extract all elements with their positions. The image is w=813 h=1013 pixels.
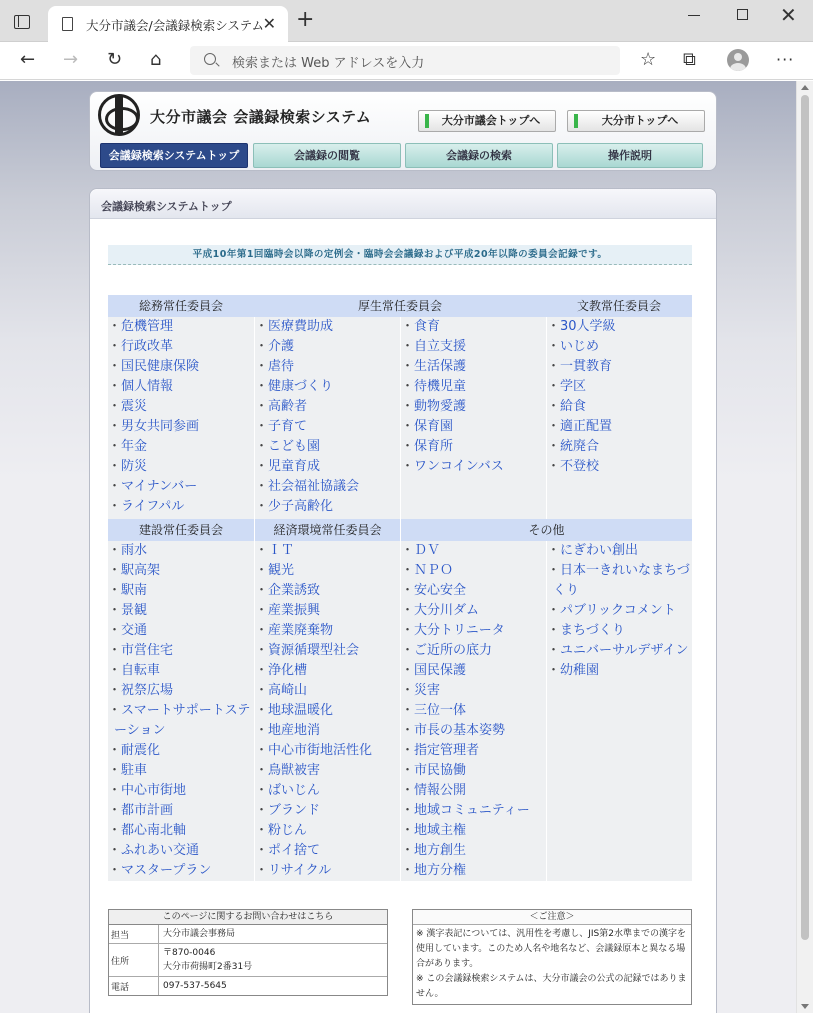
keyword-link[interactable]: ・ 指定管理者 xyxy=(401,741,546,761)
page-icon xyxy=(62,17,73,31)
reload-icon[interactable]: ↻ xyxy=(107,49,123,70)
keyword-link[interactable]: ・ 待機児童 xyxy=(401,377,546,397)
keyword-link[interactable]: ・ 社会福祉協議会 xyxy=(255,477,400,497)
list-soumu xyxy=(108,317,254,519)
keyword-link[interactable]: ・ 観光 xyxy=(255,561,400,581)
header-kensetsu: 建設常任委員会 xyxy=(108,519,254,541)
profile-avatar[interactable] xyxy=(727,49,749,71)
keyword-link[interactable]: ・ 防災 xyxy=(108,457,254,477)
keyword-link[interactable]: ・ 健康づくり xyxy=(255,377,400,397)
keyword-link[interactable]: ・ 自立支援 xyxy=(401,337,546,357)
browser-tab[interactable] xyxy=(48,6,288,42)
header-sonota: その他 xyxy=(400,519,692,541)
keyword-link[interactable]: ・ 雨水 xyxy=(108,541,254,561)
list-keizai xyxy=(254,541,400,881)
page-viewport xyxy=(0,81,796,1013)
header-soumu: 総務常任委員会 xyxy=(108,295,254,317)
site-header xyxy=(89,91,717,171)
keyword-link[interactable]: ・ 虐待 xyxy=(255,357,400,377)
contact-key: 担当 xyxy=(109,925,159,943)
contact-value: 大分市議会事務局 xyxy=(163,929,236,939)
nav-system-top[interactable]: 会議録検索システムトップ xyxy=(100,143,248,168)
keyword-link[interactable]: ・ パブリックコメント xyxy=(547,601,692,621)
favorites-icon[interactable]: ☆ xyxy=(640,49,657,70)
keyword-link[interactable]: ・ 大分トリニータ xyxy=(401,621,546,641)
city-emblem-icon xyxy=(98,94,140,136)
keyword-link[interactable]: ・ 市長の基本姿勢 xyxy=(401,721,546,741)
keyword-link[interactable]: ・ まちづくり xyxy=(547,621,692,641)
keyword-link[interactable]: ・ 国民健康保険 xyxy=(108,357,254,377)
new-tab-icon[interactable]: + xyxy=(296,7,315,32)
keyword-link[interactable]: ・ 都心南北軸 xyxy=(108,821,254,841)
caution-title: ＜ご注意＞ xyxy=(413,910,691,925)
keyword-link[interactable]: ・ 介護 xyxy=(255,337,400,357)
keyword-link[interactable]: ・ 資源循環型社会 xyxy=(255,641,400,661)
keyword-link[interactable]: ・ マイナンバー xyxy=(108,477,254,497)
keyword-link[interactable]: ・ ご近所の底力 xyxy=(401,641,546,661)
keyword-link[interactable]: ・ 駐車 xyxy=(108,761,254,781)
keyword-link[interactable]: ・ 適正配置 xyxy=(547,417,692,437)
keyword-link[interactable]: ・ 災害 xyxy=(401,681,546,701)
keyword-link[interactable]: ・ 大分川ダム xyxy=(401,601,546,621)
postal-code: 〒870-0046 xyxy=(163,948,216,958)
keyword-link[interactable]: ・ 高齢者 xyxy=(255,397,400,417)
scroll-thumb[interactable] xyxy=(801,95,809,940)
contact-box xyxy=(108,909,388,996)
keyword-link[interactable]: ・ 一貫教育 xyxy=(547,357,692,377)
window-close-icon[interactable]: ✕ xyxy=(780,3,797,27)
header-kousei: 厚生常任委員会 xyxy=(254,295,546,317)
keyword-link[interactable]: ・ 祝祭広場 xyxy=(108,681,254,701)
address-placeholder[interactable]: 検索または Web アドレスを入力 xyxy=(232,56,425,71)
keyword-link[interactable]: ・ ふれあい交通 xyxy=(108,841,254,861)
keyword-link[interactable]: ・ 年金 xyxy=(108,437,254,457)
address-bar[interactable] xyxy=(190,46,620,75)
contact-value xyxy=(159,944,387,976)
keyword-link[interactable]: ・ ＩＴ xyxy=(255,541,400,561)
site-title: 大分市議会 会議録検索システム xyxy=(150,108,372,126)
keyword-link[interactable]: ・ 個人情報 xyxy=(108,377,254,397)
scroll-up-icon[interactable] xyxy=(801,85,809,90)
keyword-link[interactable]: ・ 地域主権 xyxy=(401,821,546,841)
keyword-link[interactable]: ・ 駅高架 xyxy=(108,561,254,581)
list-kensetsu xyxy=(108,541,254,881)
contact-title: このページに関するお問い合わせはこちら xyxy=(109,910,387,925)
keyword-link[interactable]: ・ 児童育成 xyxy=(255,457,400,477)
contact-key: 電話 xyxy=(109,977,159,995)
caution-body xyxy=(413,925,691,1004)
keyword-link[interactable]: ・ 情報公開 xyxy=(401,781,546,801)
keyword-link[interactable]: ・ 高崎山 xyxy=(255,681,400,701)
keyword-link[interactable]: ・ リサイクル xyxy=(255,861,400,881)
keyword-link[interactable]: ・ ブランド xyxy=(255,801,400,821)
keyword-link[interactable]: ・ 耐震化 xyxy=(108,741,254,761)
keyword-link[interactable]: ・ 中心市街地 xyxy=(108,781,254,801)
council-top-button[interactable]: 大分市議会トップへ xyxy=(418,110,556,132)
content-header xyxy=(90,189,716,219)
keyword-link[interactable]: ・ 安心安全 xyxy=(401,581,546,601)
keyword-link[interactable]: ・ ＤＶ xyxy=(401,541,546,561)
tab-title: 大分市議会/会議録検索システム xyxy=(86,18,264,33)
keyword-link[interactable]: ・ 震災 xyxy=(108,397,254,417)
keyword-link[interactable]: ・ 生活保護 xyxy=(401,357,546,377)
browser-toolbar xyxy=(0,42,813,80)
keyword-link[interactable]: ・ 三位一体 xyxy=(401,701,546,721)
forward-icon[interactable]: → xyxy=(63,49,79,70)
keyword-link[interactable]: ・ 国民保護 xyxy=(401,661,546,681)
keyword-link[interactable]: ・ 地産地消 xyxy=(255,721,400,741)
keyword-link[interactable]: ・ 地方創生 xyxy=(401,841,546,861)
keyword-link[interactable]: ・ 企業誘致 xyxy=(255,581,400,601)
keyword-link[interactable]: ・ こども園 xyxy=(255,437,400,457)
list-kousei-2 xyxy=(400,317,546,519)
keyword-link[interactable]: ・ 少子高齢化 xyxy=(255,497,400,517)
keyword-link[interactable]: ・ ポイ捨て xyxy=(255,841,400,861)
keyword-link[interactable]: ・ 中心市街地活性化 xyxy=(255,741,400,761)
keyword-link[interactable]: ・ 日本一きれいなまちづくり xyxy=(547,561,692,601)
content-panel xyxy=(89,188,717,1013)
keyword-link[interactable]: ・ 地方分権 xyxy=(401,861,546,881)
keyword-link[interactable]: ・ 都市計画 xyxy=(108,801,254,821)
keyword-link[interactable]: ・ 保育所 xyxy=(401,437,546,457)
keyword-link[interactable]: ・ 保育園 xyxy=(401,417,546,437)
keyword-link[interactable]: ・ いじめ xyxy=(547,337,692,357)
keyword-link[interactable]: ・ 行政改革 xyxy=(108,337,254,357)
contact-value: 097-537-5645 xyxy=(163,981,227,991)
contact-row xyxy=(109,925,387,944)
keyword-link[interactable]: ・ 不登校 xyxy=(547,457,692,477)
keyword-link[interactable]: ・ 子育て xyxy=(255,417,400,437)
keyword-link[interactable]: ・ 学区 xyxy=(547,377,692,397)
keyword-link[interactable]: ・ 市民協働 xyxy=(401,761,546,781)
address-line: 大分市荷揚町2番31号 xyxy=(163,962,253,972)
keyword-link[interactable]: ・ 浄化槽 xyxy=(255,661,400,681)
list-sonota-2 xyxy=(546,541,692,881)
keyword-link[interactable]: ・ 統廃合 xyxy=(547,437,692,457)
keyword-link[interactable]: ・ 粉じん xyxy=(255,821,400,841)
browser-tab-bar xyxy=(0,0,813,42)
maximize-icon[interactable] xyxy=(737,9,748,20)
keyword-link[interactable]: ・ スマートサポートステーション xyxy=(108,701,254,741)
nav-browse[interactable]: 会議録の閲覧 xyxy=(253,143,401,168)
list-kousei-1 xyxy=(254,317,400,519)
city-top-button[interactable]: 大分市トップへ xyxy=(567,110,705,132)
caution-line: ※ この会議録検索システムは、大分市議会の公式の記録ではありません。 xyxy=(416,974,687,999)
contact-key: 住所 xyxy=(109,944,159,976)
keyword-link[interactable]: ・ 産業振興 xyxy=(255,601,400,621)
contact-row xyxy=(109,944,387,977)
notice-banner: 平成10年第1回臨時会以降の定例会・臨時会会議録および平成20年以降の委員会記録です。 xyxy=(108,245,692,265)
minimize-icon[interactable] xyxy=(688,15,700,16)
nav-help[interactable]: 操作説明 xyxy=(557,143,703,168)
keyword-link[interactable]: ・ ＮＰＯ xyxy=(401,561,546,581)
keyword-link[interactable]: ・ 30人学級 xyxy=(547,317,692,337)
keyword-link[interactable]: ・ ライフパル xyxy=(108,497,254,517)
keyword-link[interactable]: ・ ばいじん xyxy=(255,781,400,801)
more-icon[interactable]: ··· xyxy=(776,50,795,69)
keyword-link[interactable]: ・ 幼稚園 xyxy=(547,661,692,681)
keyword-link[interactable]: ・ 自転車 xyxy=(108,661,254,681)
keyword-link[interactable]: ・ 市営住宅 xyxy=(108,641,254,661)
home-icon[interactable]: ⌂ xyxy=(150,49,162,70)
keyword-link[interactable]: ・ 危機管理 xyxy=(108,317,254,337)
vertical-scrollbar[interactable] xyxy=(796,81,813,1013)
close-tab-icon[interactable]: ✕ xyxy=(262,14,276,33)
keyword-link[interactable]: ・ 食育 xyxy=(401,317,546,337)
content-title: 会議録検索システムトップ xyxy=(101,200,232,213)
keyword-link[interactable]: ・ ワンコインバス xyxy=(401,457,546,477)
keyword-link[interactable]: ・ 鳥獣被害 xyxy=(255,761,400,781)
keyword-link[interactable]: ・ マスタープラン xyxy=(108,861,254,881)
caution-box xyxy=(412,909,692,1005)
keyword-link[interactable]: ・ 景観 xyxy=(108,601,254,621)
contact-row xyxy=(109,977,387,995)
keyword-link[interactable]: ・ 産業廃棄物 xyxy=(255,621,400,641)
keyword-link[interactable]: ・ 地球温暖化 xyxy=(255,701,400,721)
list-bunkyo xyxy=(546,317,692,519)
keyword-link[interactable]: ・ 医療費助成 xyxy=(255,317,400,337)
search-icon xyxy=(204,53,216,65)
scroll-down-icon[interactable] xyxy=(801,1004,809,1009)
keyword-link[interactable]: ・ ユニバーサルデザイン xyxy=(547,641,692,661)
nav-search[interactable]: 会議録の検索 xyxy=(405,143,553,168)
keyword-link[interactable]: ・ 給食 xyxy=(547,397,692,417)
keyword-link[interactable]: ・ 男女共同参画 xyxy=(108,417,254,437)
back-icon[interactable]: ← xyxy=(20,49,36,70)
keyword-link[interactable]: ・ にぎわい創出 xyxy=(547,541,692,561)
keyword-link[interactable]: ・ 地域コミュニティー xyxy=(401,801,546,821)
tab-actions-icon[interactable] xyxy=(14,15,30,29)
list-sonota-1 xyxy=(400,541,546,881)
header-keizai: 経済環境常任委員会 xyxy=(254,519,400,541)
keyword-link[interactable]: ・ 交通 xyxy=(108,621,254,641)
header-bunkyo: 文教常任委員会 xyxy=(546,295,692,317)
caution-line: ※ 漢字表記については、汎用性を考慮し、JIS第2水準までの漢字を使用しています。このため人名や地名など、会議録原本と異なる場合があります。 xyxy=(416,929,686,969)
collections-icon[interactable]: ⧉ xyxy=(683,49,696,70)
keyword-link[interactable]: ・ 駅南 xyxy=(108,581,254,601)
keyword-link[interactable]: ・ 動物愛護 xyxy=(401,397,546,417)
